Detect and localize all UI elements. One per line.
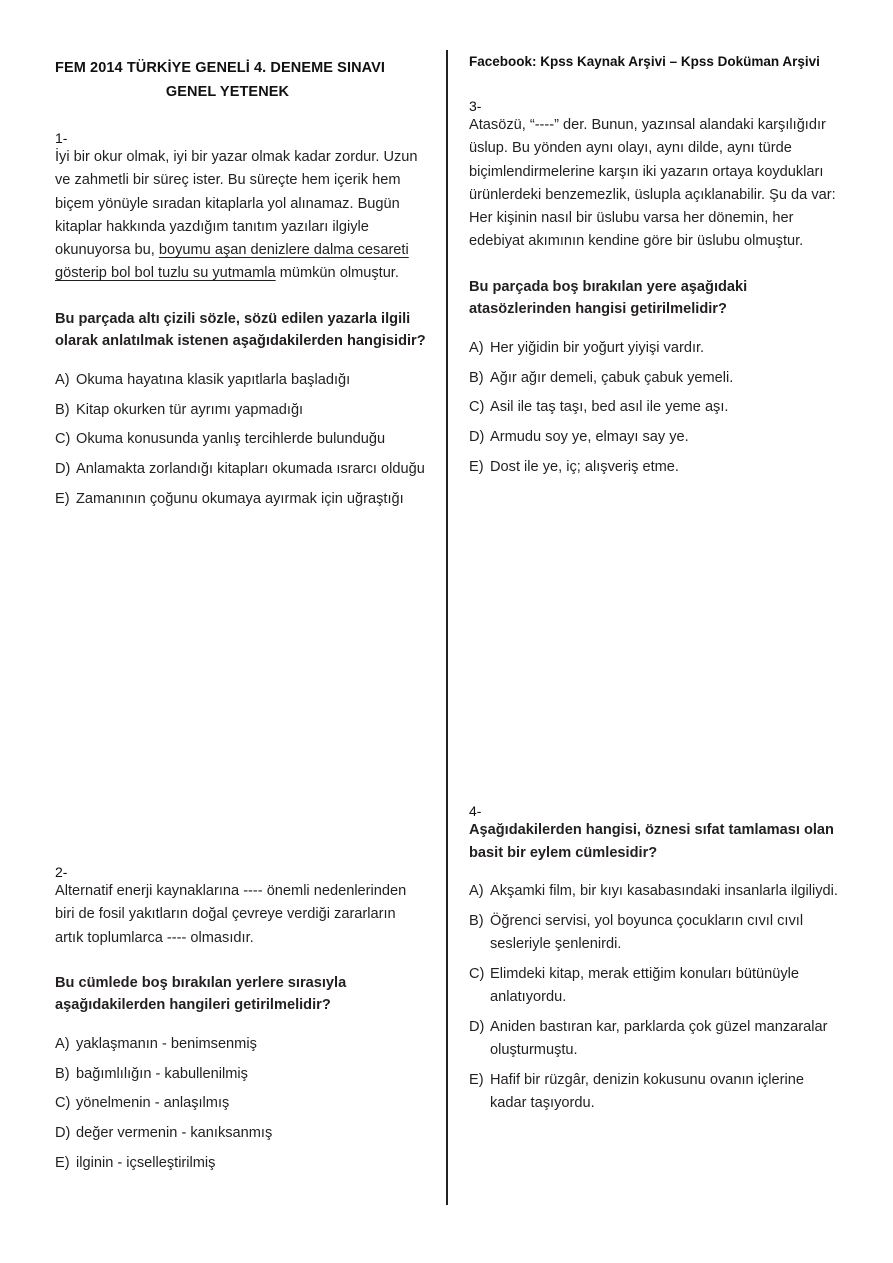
question-passage: Atasözü, “----” der. Bunun, yazınsal alandaki karşılığıdır üslup. Bu yönden aynı olayı, aynı dilde, aynı türde biçimlendirmelerine karşın iki yazarın ortaya koydukları ürünlerdeki benzemezlik, üslupla açıklanabilir. Şu da var: Her kişinin nasıl bir üslubu varsa her dönemin, her edebiyat akımının kendine göre bir üslubu olmuştur. (469, 117, 836, 250)
passage-text-end: mümkün olmuştur. (275, 265, 399, 282)
question-passage: Alternatif enerji kaynaklarına ---- önemli nedenlerinden biri de fosil yakıtların doğal çevreye verdiği zararların artık toplumlarca ---- olmasıdır. (55, 883, 407, 946)
option-text: Hafif bir rüzgâr, denizin kokusunu ovanın içlerine kadar taşıyordu. (490, 1072, 804, 1112)
option-text: Okuma hayatına klasik yapıtlarla başladığı (76, 371, 351, 388)
option-letter: A) (469, 883, 484, 899)
option-text: Akşamki film, bir kıyı kasabasındaki insanlarla ilgiliydi. (490, 883, 838, 899)
question-number: 2- (55, 864, 68, 880)
facebook-note: Facebook: Kpss Kaynak Arşivi – Kpss Doküman Arşivi (469, 54, 820, 69)
option-letter: C) (469, 399, 485, 416)
question-number: 1- (55, 130, 68, 146)
option-text: Okuma konusunda yanlış tercihlerde bulunduğu (76, 431, 386, 448)
option-text: yönelmenin - anlaşılmış (76, 1095, 230, 1112)
option-letter: C) (469, 965, 485, 982)
option-letter: B) (469, 912, 484, 929)
option-letter: A) (469, 339, 484, 356)
question-stem: Aşağıdakilerden hangisi, öznesi sıfat tamlaması olan basit bir eylem cümlesidir? (469, 822, 834, 861)
option-e[interactable] (469, 456, 841, 479)
option-text: Anlamakta zorlandığı kitapları okumada ısrarcı olduğu (76, 461, 425, 478)
option-c[interactable] (469, 963, 841, 1010)
option-b[interactable] (55, 399, 427, 422)
option-b[interactable] (55, 1063, 427, 1086)
question-passage (55, 146, 427, 286)
option-text: Ağır ağır demeli, çabuk çabuk yemeli. (490, 369, 734, 386)
option-c[interactable] (55, 1092, 427, 1115)
option-text: Asil ile taş taşı, bed asıl ile yeme aşı. (490, 399, 729, 416)
option-letter: B) (469, 369, 484, 386)
passage-text: İyi bir okur olmak, iyi bir yazar olmak kadar zordur. Uzun ve zahmetli bir süreç ister. Bu süreçte hem içerik hem biçem yönüyle sıradan kitaplarla yol alınamaz. Bugün kitaplar hakkında yazdığım tanıtım yazıları ilgiyle okunuyorsa bu, (55, 149, 418, 259)
option-letter: D) (55, 1125, 71, 1142)
option-text: yaklaşmanın - benimsenmiş (76, 1035, 257, 1052)
option-letter: E) (469, 1072, 484, 1089)
option-c[interactable] (469, 396, 841, 419)
option-letter: E) (55, 1155, 70, 1172)
option-a[interactable] (55, 369, 427, 392)
question-number: 4- (469, 803, 482, 819)
option-letter: A) (55, 1035, 70, 1052)
question-stem: Bu cümlede boş bırakılan yerlere sırasıyla aşağıdakilerden hangileri getirilmelidir? (55, 974, 347, 1014)
exam-title-line1: FEM 2014 TÜRKİYE GENELİ 4. DENEME SINAVI (55, 60, 386, 76)
option-letter: C) (55, 431, 71, 448)
option-letter: E) (469, 458, 484, 475)
option-text: Öğrenci servisi, yol boyunca çocukların cıvıl cıvıl sesleriyle şenlenirdi. (490, 912, 804, 953)
option-letter: C) (55, 1095, 71, 1112)
question-2 (55, 864, 427, 1182)
option-c[interactable] (55, 428, 427, 451)
question-stem: Bu parçada boş bırakılan yere aşağıdaki atasözlerinden hangisi getirilmelidir? (469, 278, 748, 318)
option-a[interactable] (469, 880, 841, 903)
option-d[interactable] (469, 1016, 841, 1063)
option-d[interactable] (55, 1122, 427, 1145)
option-letter: D) (55, 461, 71, 478)
exam-title-line2: GENEL YETENEK (165, 84, 290, 100)
option-text: Dost ile ye, iç; alışveriş etme. (490, 458, 679, 475)
option-text: Her yiğidin bir yoğurt yiyişi vardır. (490, 339, 705, 356)
column-divider (446, 50, 448, 1205)
option-letter: B) (55, 1065, 70, 1082)
question-4 (469, 803, 841, 1122)
option-text: Kitap okurken tür ayrımı yapmadığı (76, 401, 304, 418)
option-text: Armudu soy ye, elmayı say ye. (490, 429, 689, 446)
option-a[interactable] (469, 337, 841, 360)
underlined-phrase: boyumu aşan denizlere dalma cesareti gösterip bol bol tuzlu su yutmamla (55, 242, 409, 282)
option-letter: A) (55, 371, 70, 388)
option-letter: E) (55, 490, 70, 507)
option-e[interactable] (55, 1152, 427, 1175)
option-text: Elimdeki kitap, merak ettiğim konuları bütünüyle anlatıyordu. (490, 965, 800, 1006)
option-text: değer vermenin - kanıksanmış (76, 1125, 273, 1142)
option-letter: D) (469, 429, 485, 446)
option-e[interactable] (55, 488, 427, 511)
exam-title (55, 56, 400, 104)
option-text: Aniden bastıran kar, parklarda çok güzel manzaralar oluşturmuştu. (490, 1018, 828, 1059)
option-d[interactable] (55, 458, 427, 481)
option-text: ilginin - içselleştirilmiş (76, 1155, 216, 1172)
question-number: 3- (469, 98, 482, 114)
question-3 (469, 98, 841, 486)
option-d[interactable] (469, 426, 841, 449)
option-e[interactable] (469, 1069, 841, 1116)
option-b[interactable] (469, 367, 841, 390)
question-1 (55, 130, 427, 518)
option-text: Zamanının çoğunu okumaya ayırmak için uğraştığı (76, 490, 404, 507)
option-letter: D) (469, 1018, 485, 1035)
question-stem: Bu parçada altı çizili sözle, sözü edilen yazarla ilgili olarak anlatılmak istenen aşağıdakilerden hangisidir? (55, 310, 426, 350)
option-a[interactable] (55, 1033, 427, 1056)
option-b[interactable] (469, 910, 841, 957)
option-letter: B) (55, 401, 70, 418)
option-text: bağımlılığın - kabullenilmiş (76, 1065, 248, 1082)
